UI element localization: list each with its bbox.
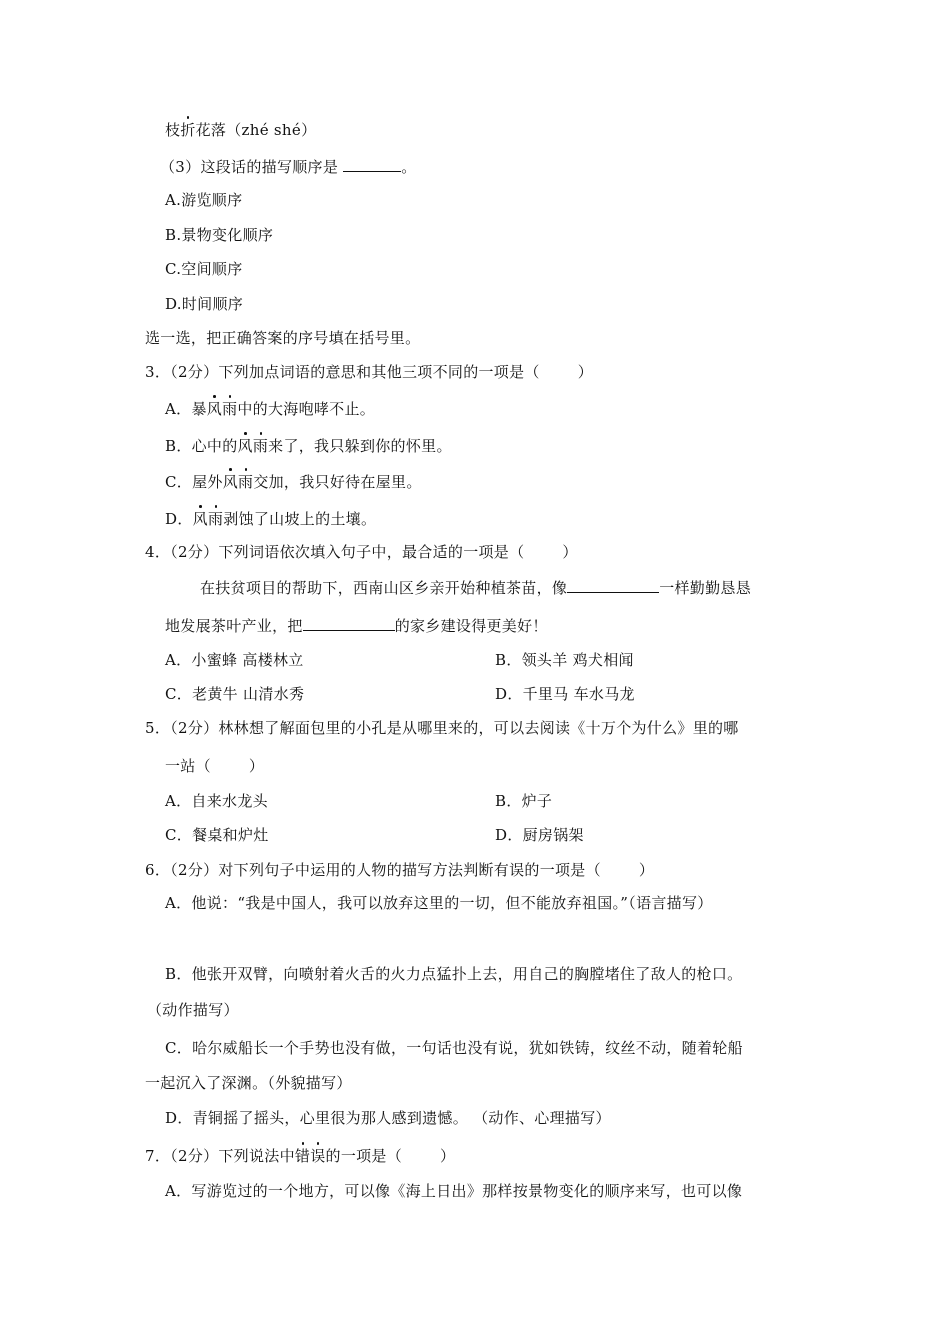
option: [165, 436, 452, 456]
emphasis-char: 风: [237, 437, 253, 455]
question-3-stem: [145, 362, 593, 382]
option: [165, 472, 422, 492]
emphasis-char: 风: [206, 400, 223, 418]
option-cont: （动作描写）: [147, 1001, 239, 1019]
text: C．: [165, 473, 193, 491]
text: 枝: [165, 121, 181, 139]
question-7-stem: [145, 1146, 455, 1166]
text: 心中的: [191, 437, 238, 455]
option-cont: 一起沉入了深渊。（外貌描写）: [145, 1074, 352, 1092]
option: B．炉子: [495, 792, 553, 810]
option: A．自来水龙头: [165, 792, 268, 810]
text: 7．（2分）下列说法中: [145, 1147, 295, 1165]
text: 的一项是（: [325, 1147, 403, 1165]
option: D．青铜摇了摇头，心里很为那人感到遗憾。 （动作、心理描写）: [165, 1109, 611, 1127]
text: 地发展茶叶产业，把: [165, 617, 303, 635]
question-4-passage-line-1: [200, 578, 751, 598]
emphasis-char: 雨: [207, 510, 224, 528]
text: 屋外: [192, 473, 223, 491]
text: 来了，我只躲到你的怀里。: [268, 437, 452, 455]
option: B．领头羊 鸡犬相闻: [495, 651, 634, 669]
text: ）: [440, 1147, 456, 1165]
emphasis-char: 雨: [222, 400, 238, 418]
text: B．: [165, 437, 192, 455]
text: ）: [577, 363, 594, 381]
question-4-passage-line-2: [165, 616, 548, 636]
answer-blank[interactable]: [303, 616, 395, 631]
option: C．哈尔威船长一个手势也没有做，一句话也没有说，犹如铁铸，纹丝不动，随着轮船: [165, 1039, 743, 1057]
q2-sub3-prompt: [160, 157, 417, 177]
question-5-stem: 5．（2分）林林想了解面包里的小孔是从哪里来的，可以去阅读《十万个为什么》里的哪: [145, 719, 739, 737]
text: 在扶贫项目的帮助下，西南山区乡亲开始种植茶苗，像: [200, 579, 568, 597]
option: A．他说：“我是中国人，我可以放弃这里的一切，但不能放弃祖国。”（语言描写）: [165, 894, 713, 912]
emphasis-char: 雨: [252, 437, 269, 455]
pinyin-line: [165, 120, 316, 140]
option: A.游览顺序: [165, 191, 243, 209]
question-5-stem-cont: [165, 756, 264, 776]
text: 的家乡建设得更美好！: [394, 617, 548, 635]
option: C.空间顺序: [165, 260, 243, 278]
text: 6．（2分）对下列句子中运用的人物的描写方法判断有误的一项是（: [145, 861, 601, 879]
option: A．小蜜蜂 高楼林立: [165, 651, 304, 669]
text: 3．（2分）下列加点词语的意思和其他三项不同的一项是（: [145, 363, 540, 381]
option: [165, 509, 376, 529]
emphasis-char: 错: [294, 1147, 311, 1165]
option: D．千里马 车水马龙: [495, 685, 635, 703]
question-4-stem: [145, 542, 578, 562]
option: B.景物变化顺序: [165, 226, 274, 244]
text: 一站（: [165, 757, 211, 775]
option: D．厨房锅架: [495, 826, 584, 844]
text: 中的大海咆哮不止。: [237, 400, 376, 418]
text: 花落（zhé shé）: [195, 121, 317, 139]
text: 。: [401, 158, 417, 176]
option: [165, 399, 375, 419]
answer-blank[interactable]: [567, 578, 659, 593]
emphasis-char: 风: [222, 473, 238, 491]
text: 暴: [191, 400, 207, 418]
option: D.时间顺序: [165, 295, 244, 313]
section-instruction: 选一选，把正确答案的序号填在括号里。: [145, 329, 421, 347]
option: C．餐桌和炉灶: [165, 826, 269, 844]
text: ）: [248, 757, 265, 775]
emphasis-char: 误: [310, 1147, 326, 1165]
option: C．老黄牛 山清水秀: [165, 685, 305, 703]
answer-blank[interactable]: [343, 157, 401, 172]
text: 剥蚀了山坡上的土壤。: [223, 510, 377, 528]
text: A．: [165, 400, 192, 418]
text: （3）这段话的描写顺序是: [160, 158, 339, 176]
text: D．: [165, 510, 193, 528]
text: 交加，我只好待在屋里。: [253, 473, 422, 491]
question-6-stem: [145, 860, 654, 880]
emphasis-char: 风: [192, 510, 208, 528]
option: A．写游览过的一个地方，可以像《海上日出》那样按景物变化的顺序来写，也可以像: [165, 1182, 743, 1200]
option: B．他张开双臂，向喷射着火舌的火力点猛扑上去，用自己的胸膛堵住了敌人的枪口。: [165, 965, 743, 983]
text: ）: [562, 543, 578, 561]
emphasis-char: 雨: [238, 473, 254, 491]
text: 4．（2分）下列词语依次填入句子中，最合适的一项是（: [145, 543, 525, 561]
text: ）: [638, 861, 655, 879]
text: 一样勤勤恳恳: [659, 579, 752, 597]
emphasis-char: 折: [180, 121, 196, 139]
